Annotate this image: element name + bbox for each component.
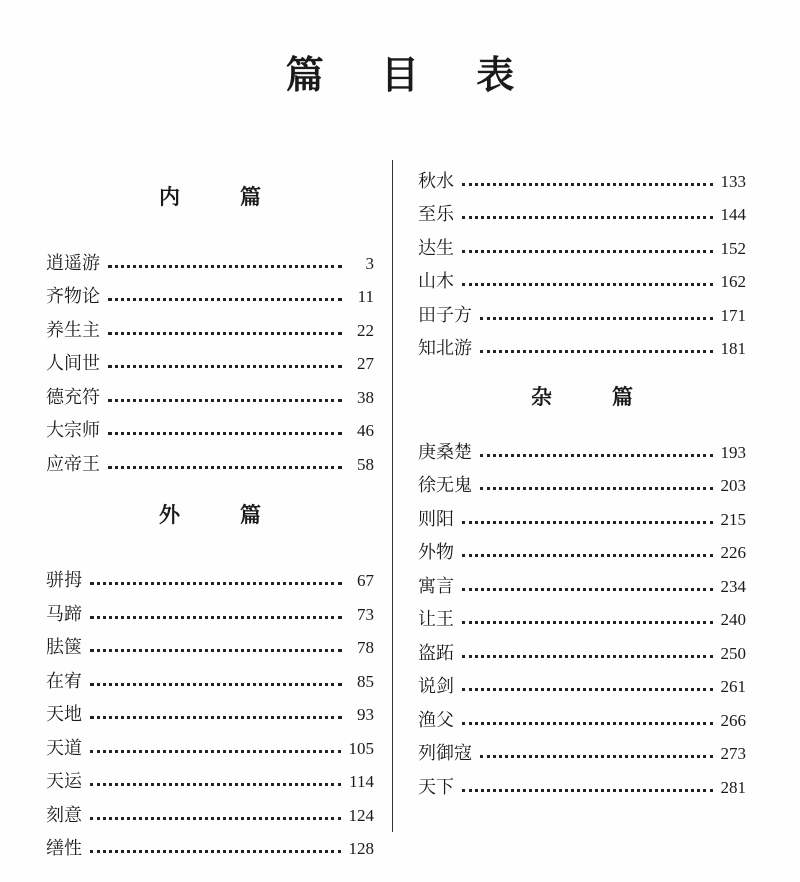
toc-entry-page: 240 bbox=[720, 610, 746, 629]
dot-leader bbox=[90, 716, 342, 719]
toc-entry-title: 天运 bbox=[46, 771, 82, 792]
dot-leader bbox=[462, 283, 713, 286]
toc-entry[interactable] bbox=[418, 699, 746, 733]
dot-leader bbox=[462, 789, 713, 792]
toc-entry[interactable] bbox=[46, 242, 374, 276]
toc-entry-title: 天下 bbox=[418, 776, 454, 798]
toc-entry[interactable] bbox=[418, 498, 746, 532]
toc-entry-page: 128 bbox=[348, 839, 374, 858]
toc-entry[interactable] bbox=[418, 160, 746, 194]
toc-entry[interactable] bbox=[418, 431, 746, 465]
toc-entry-title: 庚桑楚 bbox=[418, 441, 472, 463]
dot-leader bbox=[108, 399, 342, 402]
section-heading-char: 篇 bbox=[240, 185, 261, 209]
toc-entry-title: 逍遥游 bbox=[46, 252, 100, 274]
page-title: 篇 目 表 bbox=[285, 53, 537, 97]
toc-entry-page: 105 bbox=[348, 738, 374, 758]
dot-leader bbox=[462, 216, 713, 219]
toc-entry-page: 22 bbox=[357, 320, 374, 340]
toc-entry-title: 秋水 bbox=[418, 170, 454, 192]
toc-entry-page: 266 bbox=[720, 710, 746, 730]
toc-entry-page: 203 bbox=[720, 476, 746, 495]
left-column bbox=[46, 175, 374, 861]
section-heading-outer bbox=[46, 493, 374, 535]
toc-entry-title: 天道 bbox=[46, 737, 82, 759]
toc-entry-title: 在宥 bbox=[46, 670, 82, 692]
dot-leader bbox=[462, 655, 713, 658]
toc-list-inner bbox=[46, 242, 374, 477]
toc-entry-page: 67 bbox=[357, 571, 374, 590]
toc-entry[interactable] bbox=[418, 733, 746, 767]
toc-entry[interactable] bbox=[46, 343, 374, 377]
toc-entry[interactable] bbox=[46, 276, 374, 310]
toc-entry-title: 天地 bbox=[46, 704, 82, 725]
toc-list-outer bbox=[46, 560, 374, 862]
toc-entry-page: 93 bbox=[357, 705, 374, 724]
dot-leader bbox=[462, 521, 713, 524]
dot-leader bbox=[480, 755, 713, 758]
dot-leader bbox=[462, 688, 713, 691]
toc-entry-page: 38 bbox=[357, 387, 374, 407]
dot-leader bbox=[480, 454, 713, 457]
toc-entry-title: 养生主 bbox=[46, 319, 100, 341]
section-heading-char: 外 bbox=[159, 502, 180, 527]
toc-entry[interactable] bbox=[418, 227, 746, 261]
toc-entry[interactable] bbox=[46, 376, 374, 410]
dot-leader bbox=[462, 554, 713, 557]
toc-entry-title: 盗跖 bbox=[418, 642, 454, 664]
toc-entry-title: 马蹄 bbox=[46, 603, 82, 625]
toc-entry-page: 273 bbox=[720, 744, 746, 763]
toc-entry-title: 渔父 bbox=[418, 709, 454, 731]
toc-entry[interactable] bbox=[46, 694, 374, 728]
toc-entry[interactable] bbox=[418, 532, 746, 566]
toc-entry-title: 知北游 bbox=[418, 338, 472, 359]
section-heading-misc bbox=[418, 375, 746, 417]
toc-list-outer-continued bbox=[418, 160, 746, 361]
toc-entry-page: 78 bbox=[357, 638, 374, 657]
toc-entry-title: 山木 bbox=[418, 271, 454, 292]
dot-leader bbox=[90, 616, 342, 619]
dot-leader bbox=[480, 487, 713, 490]
dot-leader bbox=[462, 183, 713, 186]
toc-entry-page: 226 bbox=[720, 543, 746, 562]
dot-leader bbox=[480, 317, 713, 320]
toc-entry-page: 181 bbox=[720, 339, 746, 358]
dot-leader bbox=[90, 850, 341, 853]
toc-entry-page: 3 bbox=[365, 253, 374, 273]
toc-entry-title: 田子方 bbox=[418, 304, 472, 326]
toc-entry[interactable] bbox=[418, 261, 746, 295]
dot-leader bbox=[90, 817, 341, 820]
toc-entry-title: 达生 bbox=[418, 237, 454, 259]
toc-entry[interactable] bbox=[418, 766, 746, 800]
dot-leader bbox=[90, 750, 341, 753]
toc-entry[interactable] bbox=[418, 328, 746, 362]
dot-leader bbox=[480, 350, 713, 353]
section-heading-char: 篇 bbox=[612, 385, 633, 409]
toc-list-misc bbox=[418, 431, 746, 800]
toc-entry-page: 85 bbox=[357, 671, 374, 691]
dot-leader bbox=[108, 365, 342, 368]
toc-entry-page: 73 bbox=[357, 604, 374, 624]
toc-entry[interactable] bbox=[418, 294, 746, 328]
dot-leader bbox=[462, 250, 713, 253]
toc-entry-page: 193 bbox=[720, 442, 746, 462]
toc-entry-page: 152 bbox=[720, 238, 746, 258]
toc-entry[interactable] bbox=[418, 465, 746, 499]
toc-entry-title: 缮性 bbox=[46, 838, 82, 859]
section-heading-char: 内 bbox=[159, 185, 180, 209]
toc-entry-page: 58 bbox=[357, 454, 374, 474]
toc-entry[interactable] bbox=[46, 593, 374, 627]
column-divider bbox=[392, 160, 393, 832]
toc-entry-title: 徐无鬼 bbox=[418, 475, 472, 496]
toc-entry-title: 则阳 bbox=[418, 508, 454, 530]
toc-entry[interactable] bbox=[418, 565, 746, 599]
dot-leader bbox=[462, 588, 713, 591]
toc-entry-page: 124 bbox=[348, 805, 374, 825]
toc-entry[interactable] bbox=[46, 309, 374, 343]
toc-entry[interactable] bbox=[46, 443, 374, 477]
toc-entry[interactable] bbox=[46, 727, 374, 761]
toc-entry-title: 寓言 bbox=[418, 575, 454, 597]
toc-entry-title: 让王 bbox=[418, 609, 454, 630]
toc-entry[interactable] bbox=[46, 761, 374, 795]
toc-entry[interactable] bbox=[46, 560, 374, 594]
toc-entry-page: 11 bbox=[357, 287, 374, 306]
dot-leader bbox=[90, 582, 342, 585]
toc-entry-page: 162 bbox=[720, 272, 746, 291]
toc-entry[interactable] bbox=[418, 666, 746, 700]
section-heading-char: 篇 bbox=[240, 502, 261, 527]
dot-leader bbox=[90, 649, 342, 652]
toc-entry[interactable] bbox=[418, 632, 746, 666]
dot-leader bbox=[108, 298, 342, 301]
dot-leader bbox=[108, 265, 342, 268]
toc-entry-page: 261 bbox=[720, 677, 746, 696]
dot-leader bbox=[90, 783, 341, 786]
dot-leader bbox=[108, 466, 342, 469]
toc-entry-title: 至乐 bbox=[418, 204, 454, 225]
toc-entry-title: 德充符 bbox=[46, 386, 100, 408]
toc-entry[interactable] bbox=[418, 194, 746, 228]
toc-entry-page: 234 bbox=[720, 576, 746, 596]
toc-entry-page: 133 bbox=[720, 171, 746, 191]
toc-entry-page: 46 bbox=[357, 421, 374, 440]
toc-entry-page: 171 bbox=[720, 305, 746, 325]
toc-entry-page: 144 bbox=[720, 205, 746, 224]
toc-entry-title: 列御寇 bbox=[418, 743, 472, 764]
toc-entry-title: 大宗师 bbox=[46, 420, 100, 441]
toc-entry[interactable] bbox=[46, 410, 374, 444]
dot-leader bbox=[462, 621, 713, 624]
dot-leader bbox=[90, 683, 342, 686]
dot-leader bbox=[108, 432, 342, 435]
toc-entry[interactable] bbox=[46, 828, 374, 862]
toc-entry-title: 应帝王 bbox=[46, 453, 100, 475]
toc-entry-title: 骈拇 bbox=[46, 570, 82, 591]
dot-leader bbox=[108, 332, 342, 335]
toc-entry-page: 215 bbox=[720, 509, 746, 529]
toc-entry[interactable] bbox=[46, 794, 374, 828]
toc-entry-title: 齐物论 bbox=[46, 286, 100, 307]
toc-entry-page: 27 bbox=[357, 354, 374, 373]
toc-entry[interactable] bbox=[418, 599, 746, 633]
toc-entry[interactable] bbox=[46, 627, 374, 661]
section-heading-char: 杂 bbox=[531, 385, 552, 409]
right-column bbox=[418, 160, 746, 800]
toc-entry-page: 250 bbox=[720, 643, 746, 663]
toc-entry-title: 人间世 bbox=[46, 353, 100, 374]
toc-entry[interactable] bbox=[46, 660, 374, 694]
toc-entry-title: 说剑 bbox=[418, 676, 454, 697]
toc-entry-page: 114 bbox=[349, 772, 374, 791]
section-heading-inner bbox=[46, 175, 374, 217]
toc-entry-title: 胠箧 bbox=[46, 637, 82, 658]
toc-entry-title: 外物 bbox=[418, 542, 454, 563]
dot-leader bbox=[462, 722, 713, 725]
toc-entry-page: 281 bbox=[720, 777, 746, 797]
toc-entry-title: 刻意 bbox=[46, 804, 82, 826]
